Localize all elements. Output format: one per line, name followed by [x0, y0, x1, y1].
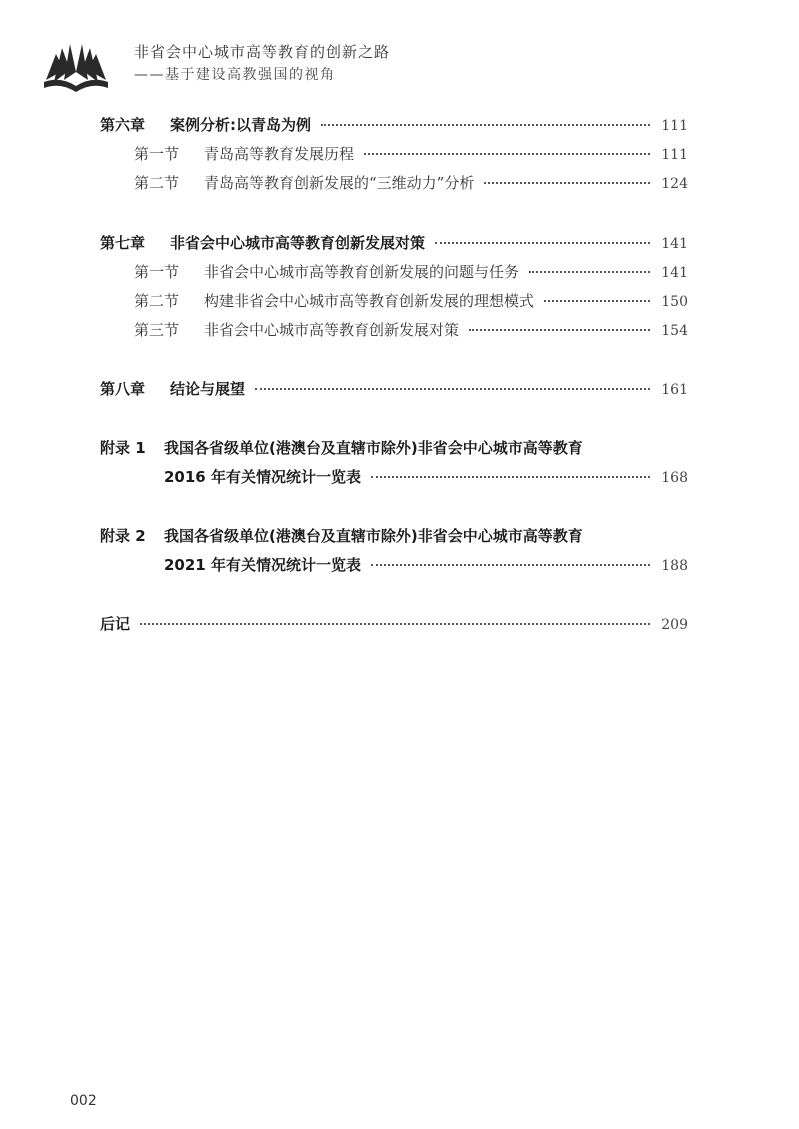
appendix-label: 附录 1 — [100, 439, 146, 457]
page-number: 111 — [661, 118, 688, 134]
afterword-label: 后记 — [100, 615, 131, 633]
section-title: 青岛高等教育发展历程 — [204, 145, 355, 163]
dot-leader — [469, 329, 650, 331]
dot-leader — [255, 388, 650, 390]
section-label: 第二节 — [134, 174, 180, 192]
section-label: 第二节 — [134, 292, 180, 310]
dot-leader — [371, 564, 650, 566]
section-label: 第一节 — [134, 263, 180, 281]
dot-leader — [529, 271, 650, 273]
toc-section-6-1[interactable] — [100, 143, 688, 172]
section-title: 青岛高等教育创新发展的“三维动力”分析 — [204, 174, 475, 192]
section-label: 第三节 — [134, 321, 180, 339]
chapter-title: 非省会中心城市高等教育创新发展对策 — [170, 234, 426, 252]
appendix-title-line2: 2016 年有关情况统计一览表 — [164, 468, 361, 486]
header-title: 非省会中心城市高等教育的创新之路 — [134, 43, 391, 61]
page-number: 124 — [661, 176, 688, 192]
dot-leader — [371, 476, 650, 478]
dot-leader — [435, 242, 650, 244]
appendix-label: 附录 2 — [100, 527, 146, 545]
header-subtitle: ——基于建设高教强国的视角 — [134, 67, 336, 83]
chapter-label: 第八章 — [100, 380, 146, 398]
toc-chapter-8[interactable] — [100, 378, 688, 407]
toc-afterword[interactable] — [100, 613, 688, 642]
page-number: 141 — [661, 236, 688, 252]
spacer — [100, 583, 688, 613]
dot-leader — [364, 153, 650, 155]
spacer — [100, 407, 688, 437]
page-number: 161 — [661, 382, 688, 398]
toc-section-7-2[interactable] — [100, 290, 688, 319]
table-of-contents — [100, 114, 688, 642]
section-title: 构建非省会中心城市高等教育创新发展的理想模式 — [204, 292, 535, 310]
toc-appendix-2-line1[interactable] — [100, 525, 688, 554]
section-title: 非省会中心城市高等教育创新发展对策 — [204, 321, 460, 339]
chapter-title: 结论与展望 — [170, 380, 246, 398]
dot-leader — [140, 623, 650, 625]
section-title: 非省会中心城市高等教育创新发展的问题与任务 — [204, 263, 520, 281]
open-book-icon — [42, 40, 110, 92]
toc-appendix-2-line2[interactable] — [100, 554, 688, 583]
appendix-title-line1: 我国各省级单位(港澳台及直辖市除外)非省会中心城市高等教育 — [164, 527, 583, 545]
toc-appendix-1-line2[interactable] — [100, 466, 688, 495]
page-number: 111 — [661, 147, 688, 163]
page-number: 209 — [661, 617, 688, 633]
spacer — [100, 495, 688, 525]
chapter-title: 案例分析:以青岛为例 — [170, 116, 311, 134]
chapter-label: 第七章 — [100, 234, 146, 252]
page-number: 141 — [661, 265, 688, 281]
chapter-label: 第六章 — [100, 116, 146, 134]
dot-leader — [484, 182, 650, 184]
dot-leader — [544, 300, 650, 302]
toc-section-7-3[interactable] — [100, 319, 688, 348]
page-number: 188 — [661, 558, 688, 574]
toc-chapter-7[interactable] — [100, 232, 688, 261]
section-label: 第一节 — [134, 145, 180, 163]
toc-appendix-1-line1[interactable] — [100, 437, 688, 466]
appendix-title-line2: 2021 年有关情况统计一览表 — [164, 556, 361, 574]
page-number: 154 — [661, 323, 688, 339]
appendix-title-line1: 我国各省级单位(港澳台及直辖市除外)非省会中心城市高等教育 — [164, 439, 583, 457]
spacer — [100, 201, 688, 232]
toc-section-7-1[interactable] — [100, 261, 688, 290]
page-number: 150 — [661, 294, 688, 310]
spacer — [100, 348, 688, 378]
dot-leader — [321, 124, 650, 126]
toc-section-6-2[interactable] — [100, 172, 688, 201]
footer-page-number: 002 — [70, 1093, 97, 1109]
page-number: 168 — [661, 470, 688, 486]
running-header — [42, 40, 762, 100]
toc-chapter-6[interactable] — [100, 114, 688, 143]
